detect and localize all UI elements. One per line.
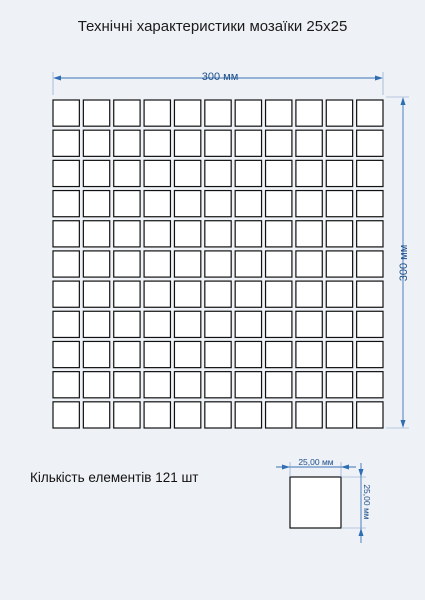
mosaic-tile <box>296 341 322 367</box>
mosaic-tile <box>296 160 322 186</box>
mosaic-tile <box>83 191 109 217</box>
mosaic-tile <box>114 341 140 367</box>
mosaic-tile <box>326 191 352 217</box>
sheet-height-arrow-top <box>401 97 406 105</box>
mosaic-tile <box>235 281 261 307</box>
mosaic-tile <box>144 311 170 337</box>
mosaic-tile <box>326 402 352 428</box>
mosaic-tile <box>174 281 200 307</box>
mosaic-tile <box>144 372 170 398</box>
mosaic-tile <box>114 311 140 337</box>
mosaic-tile <box>174 130 200 156</box>
mosaic-tile <box>174 251 200 277</box>
mosaic-tile <box>235 372 261 398</box>
mosaic-tile <box>144 130 170 156</box>
mosaic-tile <box>357 251 383 277</box>
mosaic-tile <box>266 100 292 126</box>
mosaic-tile <box>235 402 261 428</box>
mosaic-tile <box>114 281 140 307</box>
sheet-width-label: 300 мм <box>201 71 239 83</box>
mosaic-tile <box>266 402 292 428</box>
tile-width-arrow-right <box>341 465 349 470</box>
mosaic-tile <box>114 402 140 428</box>
mosaic-tile <box>83 372 109 398</box>
mosaic-tile <box>296 402 322 428</box>
mosaic-tile <box>83 100 109 126</box>
mosaic-tile <box>53 130 79 156</box>
mosaic-tile <box>357 281 383 307</box>
mosaic-tile <box>53 191 79 217</box>
mosaic-tile <box>235 311 261 337</box>
mosaic-tile <box>114 221 140 247</box>
mosaic-tile <box>357 402 383 428</box>
mosaic-tile <box>114 372 140 398</box>
mosaic-tile <box>205 341 231 367</box>
tile-width-arrow-left <box>282 465 290 470</box>
mosaic-tile <box>114 130 140 156</box>
mosaic-tile <box>174 311 200 337</box>
mosaic-grid <box>53 100 383 428</box>
mosaic-tile <box>357 130 383 156</box>
mosaic-tile <box>205 160 231 186</box>
mosaic-tile <box>357 191 383 217</box>
mosaic-tile <box>53 221 79 247</box>
mosaic-tile <box>326 311 352 337</box>
mosaic-tile <box>266 341 292 367</box>
mosaic-tile <box>296 221 322 247</box>
mosaic-tile <box>144 251 170 277</box>
element-count: Кількість елементів 121 шт <box>30 470 199 485</box>
mosaic-tile <box>326 221 352 247</box>
mosaic-tile <box>83 402 109 428</box>
mosaic-tile <box>114 191 140 217</box>
mosaic-tile <box>296 100 322 126</box>
mosaic-tile <box>144 191 170 217</box>
mosaic-tile <box>235 160 261 186</box>
mosaic-tile <box>296 130 322 156</box>
sheet-height-dimension <box>386 97 410 428</box>
mosaic-tile <box>144 281 170 307</box>
mosaic-tile <box>53 372 79 398</box>
tile-detail <box>276 457 372 543</box>
mosaic-tile <box>266 191 292 217</box>
mosaic-tile <box>266 130 292 156</box>
mosaic-tile <box>296 191 322 217</box>
mosaic-tile <box>296 251 322 277</box>
mosaic-tile <box>144 402 170 428</box>
mosaic-tile <box>144 100 170 126</box>
tile-detail-square <box>290 477 341 528</box>
mosaic-tile <box>266 281 292 307</box>
sheet-height-label: 300 мм <box>398 244 410 282</box>
mosaic-tile <box>174 402 200 428</box>
mosaic-tile <box>83 221 109 247</box>
tile-width-label: 25,00 мм <box>298 457 334 467</box>
mosaic-tile <box>53 311 79 337</box>
mosaic-tile <box>266 311 292 337</box>
mosaic-tile <box>357 311 383 337</box>
mosaic-tile <box>235 251 261 277</box>
mosaic-tile <box>235 100 261 126</box>
mosaic-tile <box>235 341 261 367</box>
mosaic-tile <box>53 100 79 126</box>
mosaic-tile <box>266 372 292 398</box>
mosaic-tile <box>174 341 200 367</box>
mosaic-tile <box>205 372 231 398</box>
mosaic-tile <box>83 281 109 307</box>
mosaic-tile <box>357 341 383 367</box>
sheet-width-dimension <box>53 71 383 95</box>
mosaic-tile <box>144 160 170 186</box>
mosaic-tile <box>235 221 261 247</box>
mosaic-tile <box>357 160 383 186</box>
mosaic-tile <box>235 191 261 217</box>
mosaic-tile <box>266 160 292 186</box>
mosaic-tile <box>326 281 352 307</box>
mosaic-tile <box>83 130 109 156</box>
sheet-width-arrow-left <box>53 76 61 81</box>
mosaic-tile <box>53 281 79 307</box>
mosaic-tile <box>83 341 109 367</box>
mosaic-tile <box>205 130 231 156</box>
sheet-height-arrow-bottom <box>401 420 406 428</box>
mosaic-tile <box>83 311 109 337</box>
mosaic-tile <box>174 372 200 398</box>
mosaic-tile <box>326 251 352 277</box>
mosaic-tile <box>205 100 231 126</box>
mosaic-tile <box>205 221 231 247</box>
mosaic-tile <box>205 251 231 277</box>
mosaic-tile <box>296 372 322 398</box>
mosaic-tile <box>326 372 352 398</box>
tile-height-label: 25,00 мм <box>362 484 372 520</box>
mosaic-tile <box>266 251 292 277</box>
mosaic-tile <box>53 251 79 277</box>
mosaic-tile <box>114 160 140 186</box>
mosaic-tile <box>53 160 79 186</box>
tile-height-arrow-top <box>359 469 364 477</box>
mosaic-tile <box>53 402 79 428</box>
mosaic-tile <box>326 341 352 367</box>
mosaic-tile <box>205 281 231 307</box>
tile-height-arrow-bottom <box>359 528 364 536</box>
mosaic-tile <box>296 311 322 337</box>
mosaic-tile <box>174 191 200 217</box>
mosaic-tile <box>266 221 292 247</box>
mosaic-tile <box>174 100 200 126</box>
mosaic-tile <box>83 251 109 277</box>
mosaic-tile <box>174 160 200 186</box>
mosaic-tile <box>144 221 170 247</box>
mosaic-tile <box>114 100 140 126</box>
mosaic-tile <box>326 160 352 186</box>
mosaic-tile <box>357 372 383 398</box>
mosaic-tile <box>235 130 261 156</box>
mosaic-tile <box>144 341 170 367</box>
mosaic-tile <box>205 311 231 337</box>
mosaic-tile <box>296 281 322 307</box>
mosaic-tile <box>205 402 231 428</box>
mosaic-tile <box>326 100 352 126</box>
mosaic-tile <box>326 130 352 156</box>
sheet-width-arrow-right <box>375 76 383 81</box>
mosaic-tile <box>357 100 383 126</box>
mosaic-tile <box>174 221 200 247</box>
mosaic-tile <box>357 221 383 247</box>
mosaic-tile <box>205 191 231 217</box>
page-title: Технічні характеристики мозаїки 25x25 <box>77 18 348 35</box>
mosaic-tile <box>114 251 140 277</box>
mosaic-tile <box>53 341 79 367</box>
mosaic-tile <box>83 160 109 186</box>
